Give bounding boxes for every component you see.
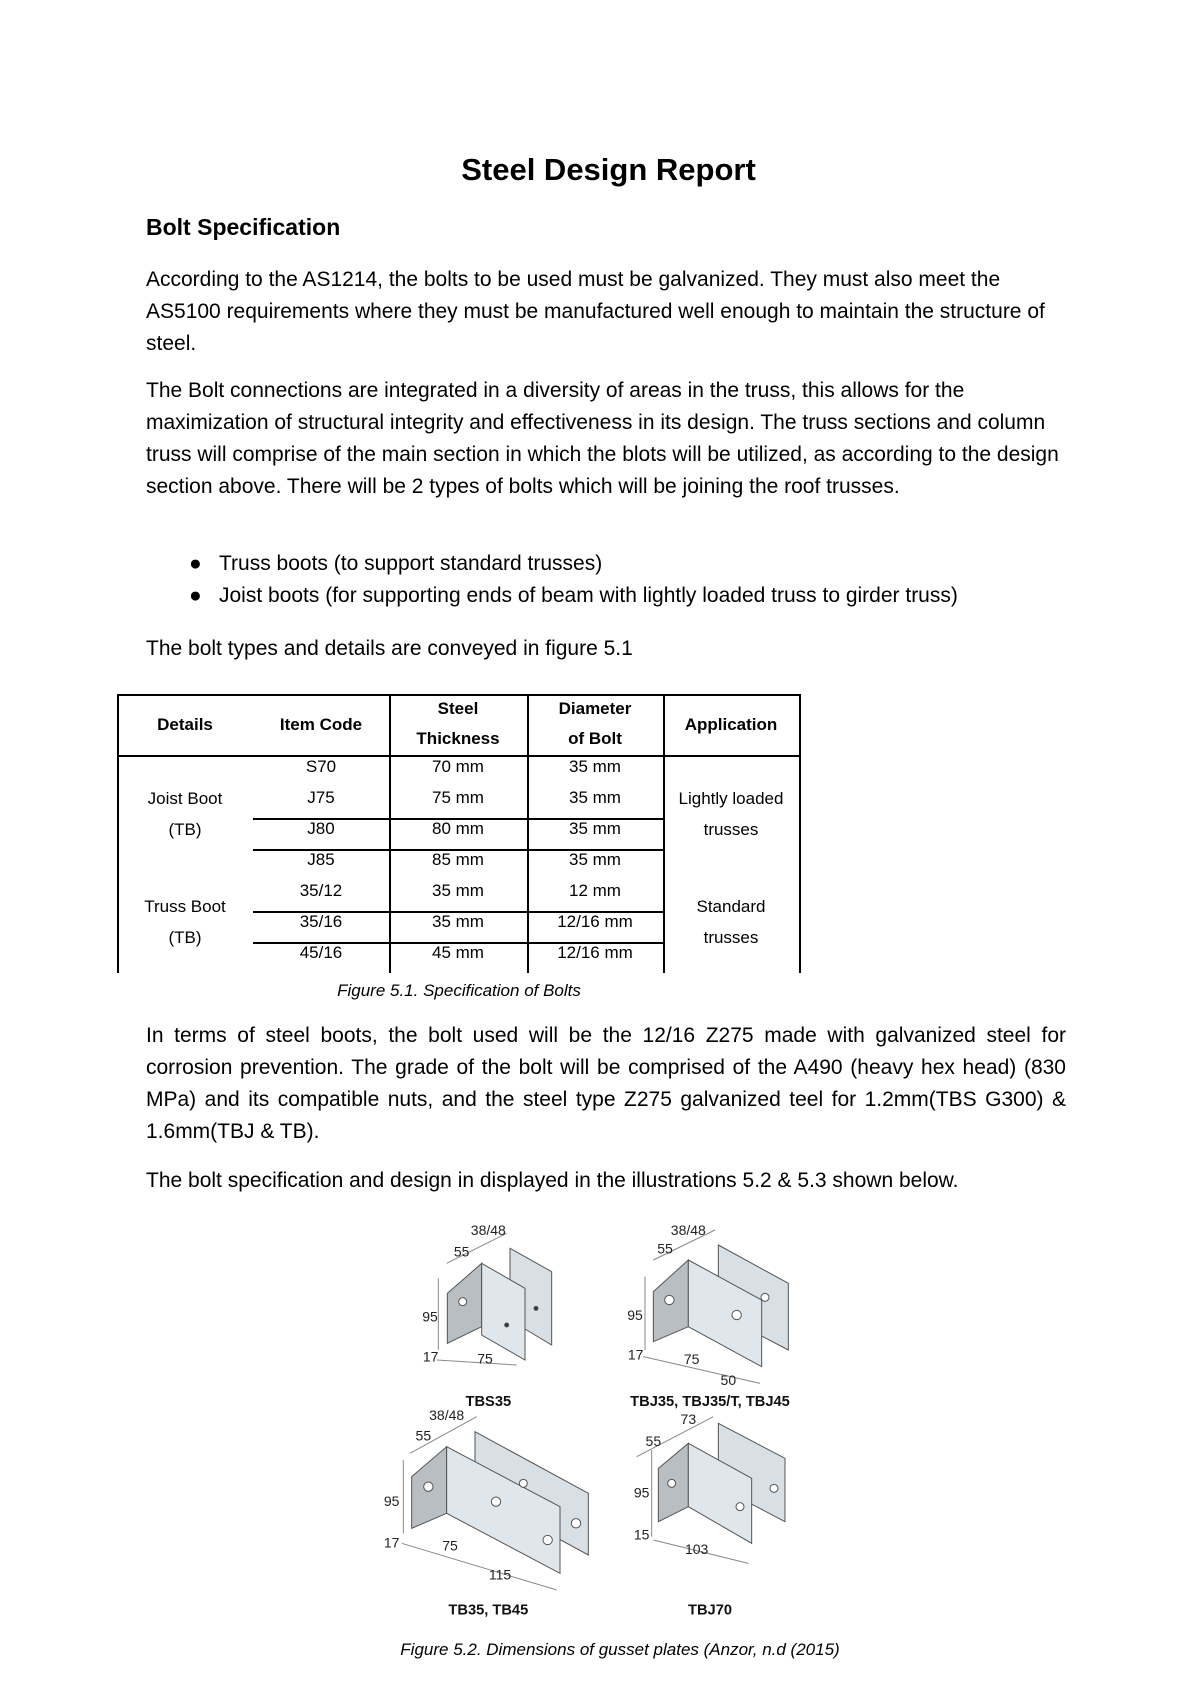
table-cell-code: J85 — [307, 850, 335, 869]
dim-label: 15 — [633, 1526, 650, 1543]
dim-label: 75 — [442, 1537, 458, 1554]
header-diameter: Diameter — [558, 699, 632, 718]
dim-label: 95 — [422, 1308, 438, 1325]
table-cell-code: J80 — [307, 819, 335, 838]
diagram-name: TBJ35, TBJ35/T, TBJ45 — [630, 1394, 790, 1410]
dim-label: 103 — [684, 1541, 709, 1557]
paragraph-3: The bolt types and details are conveyed in figure 5.1 — [146, 637, 633, 660]
details-truss: Truss Boot — [144, 897, 226, 916]
table-cell-code: 35/12 — [299, 881, 343, 900]
dim-label: 73 — [680, 1411, 697, 1427]
details-joist-code: (TB) — [168, 820, 202, 839]
bullet-icon: ● — [189, 584, 202, 607]
gusset-plates-figure — [370, 1220, 830, 1630]
application-lightly: Lightly loaded — [678, 789, 784, 808]
diagram-name: TB35, TB45 — [448, 1602, 529, 1619]
table-cell-code: S70 — [305, 757, 337, 776]
table-cell-thickness: 80 mm — [432, 819, 484, 838]
figure-5-1-caption: Figure 5.1. Specification of Bolts — [337, 981, 581, 1000]
table-cell-thickness: 70 mm — [432, 757, 484, 776]
paragraph-4: In terms of steel boots, the bolt used will be the 12/16 Z275 made with galvanized steel for corrosion prevention. The grade of the bolt will be comprised of the A490 (heavy hex head) (830 MPa) and its compatible nuts, and the steel type Z275 galvanized teel for 1.2mm(TBS G300) & 1.6mm(TBJ & TB). — [146, 1024, 1066, 1143]
bullet-icon: ● — [189, 552, 202, 575]
details-truss-code: (TB) — [168, 928, 202, 947]
dim-label: 17 — [627, 1346, 644, 1363]
paragraph-2: The Bolt connections are integrated in a diversity of areas in the truss, this allows for the maximization of structural integrity and effectiveness in its design. The truss sections and column truss will comprise of the main section in which the blots will be utilized, as according to the design section above. There will be 2 types of bolts which will be joining the roof trusses. — [146, 379, 1059, 498]
application-standard-2: trusses — [703, 928, 759, 947]
paragraph-1: According to the AS1214, the bolts to be used must be galvanized. They must also meet the AS5100 requirements where they must be manufactured well enough to maintain the structure of steel. — [146, 268, 1045, 355]
dim-label: 38/48 — [429, 1407, 465, 1423]
dim-label: 17 — [383, 1534, 400, 1551]
bullet-item: Truss boots (to support standard trusses) — [219, 552, 603, 575]
dim-label: 17 — [422, 1348, 439, 1365]
dim-label: 95 — [627, 1307, 643, 1323]
dim-label: 55 — [453, 1243, 470, 1260]
table-cell-thickness: 85 mm — [432, 850, 484, 869]
table-cell-thickness: 45 mm — [432, 943, 484, 962]
table-cell-diameter: 35 mm — [569, 819, 621, 838]
dim-label: 38/48 — [670, 1222, 706, 1238]
table-cell-diameter: 35 mm — [569, 757, 621, 776]
header-item-code: Item Code — [279, 715, 363, 734]
table-cell-code: J75 — [307, 788, 335, 807]
table-cell-code: 35/16 — [299, 912, 343, 931]
dim-label: 55 — [415, 1427, 432, 1444]
header-of-bolt: of Bolt — [568, 729, 622, 748]
bullet-item: Joist boots (for supporting ends of beam with lightly loaded truss to girder truss) — [219, 584, 958, 607]
table-cell-diameter: 12 mm — [569, 881, 621, 900]
application-standard: Standard — [696, 897, 766, 916]
diagram-name: TBJ70 — [688, 1602, 732, 1619]
table-cell-diameter: 12/16 mm — [557, 912, 633, 931]
header-thickness: Thickness — [416, 729, 500, 748]
bolt-spec-table — [117, 694, 801, 973]
table-cell-thickness: 35 mm — [432, 881, 484, 900]
dim-label: 95 — [633, 1484, 650, 1501]
dim-label: 55 — [657, 1240, 673, 1257]
section-heading: Bolt Specification — [146, 214, 341, 240]
table-cell-thickness: 35 mm — [432, 912, 484, 931]
table-cell-diameter: 35 mm — [569, 788, 621, 807]
details-joist: Joist Boot — [147, 789, 223, 808]
table-cell-thickness: 75 mm — [432, 788, 484, 807]
dim-label: 75 — [477, 1350, 493, 1367]
header-details: Details — [157, 715, 213, 734]
header-steel: Steel — [437, 699, 479, 718]
header-application: Application — [684, 715, 778, 734]
page-title: Steel Design Report — [461, 152, 756, 187]
dim-label: 50 — [720, 1372, 737, 1388]
diagram-name: TBS35 — [465, 1394, 512, 1410]
table-cell-code: 45/16 — [299, 943, 343, 962]
dim-label: 95 — [383, 1493, 400, 1509]
paragraph-5: The bolt specification and design in displayed in the illustrations 5.2 & 5.3 shown below. — [146, 1169, 959, 1192]
figure-5-2-caption: Figure 5.2. Dimensions of gusset plates (Anzor, n.d (2015) — [400, 1640, 840, 1659]
dim-label: 38/48 — [470, 1222, 506, 1238]
dim-label: 75 — [683, 1351, 700, 1367]
dim-label: 55 — [645, 1433, 662, 1449]
table-cell-diameter: 12/16 mm — [557, 943, 633, 962]
table-cell-diameter: 35 mm — [569, 850, 621, 869]
dim-label: 115 — [488, 1566, 512, 1583]
application-lightly-2: trusses — [703, 820, 759, 839]
